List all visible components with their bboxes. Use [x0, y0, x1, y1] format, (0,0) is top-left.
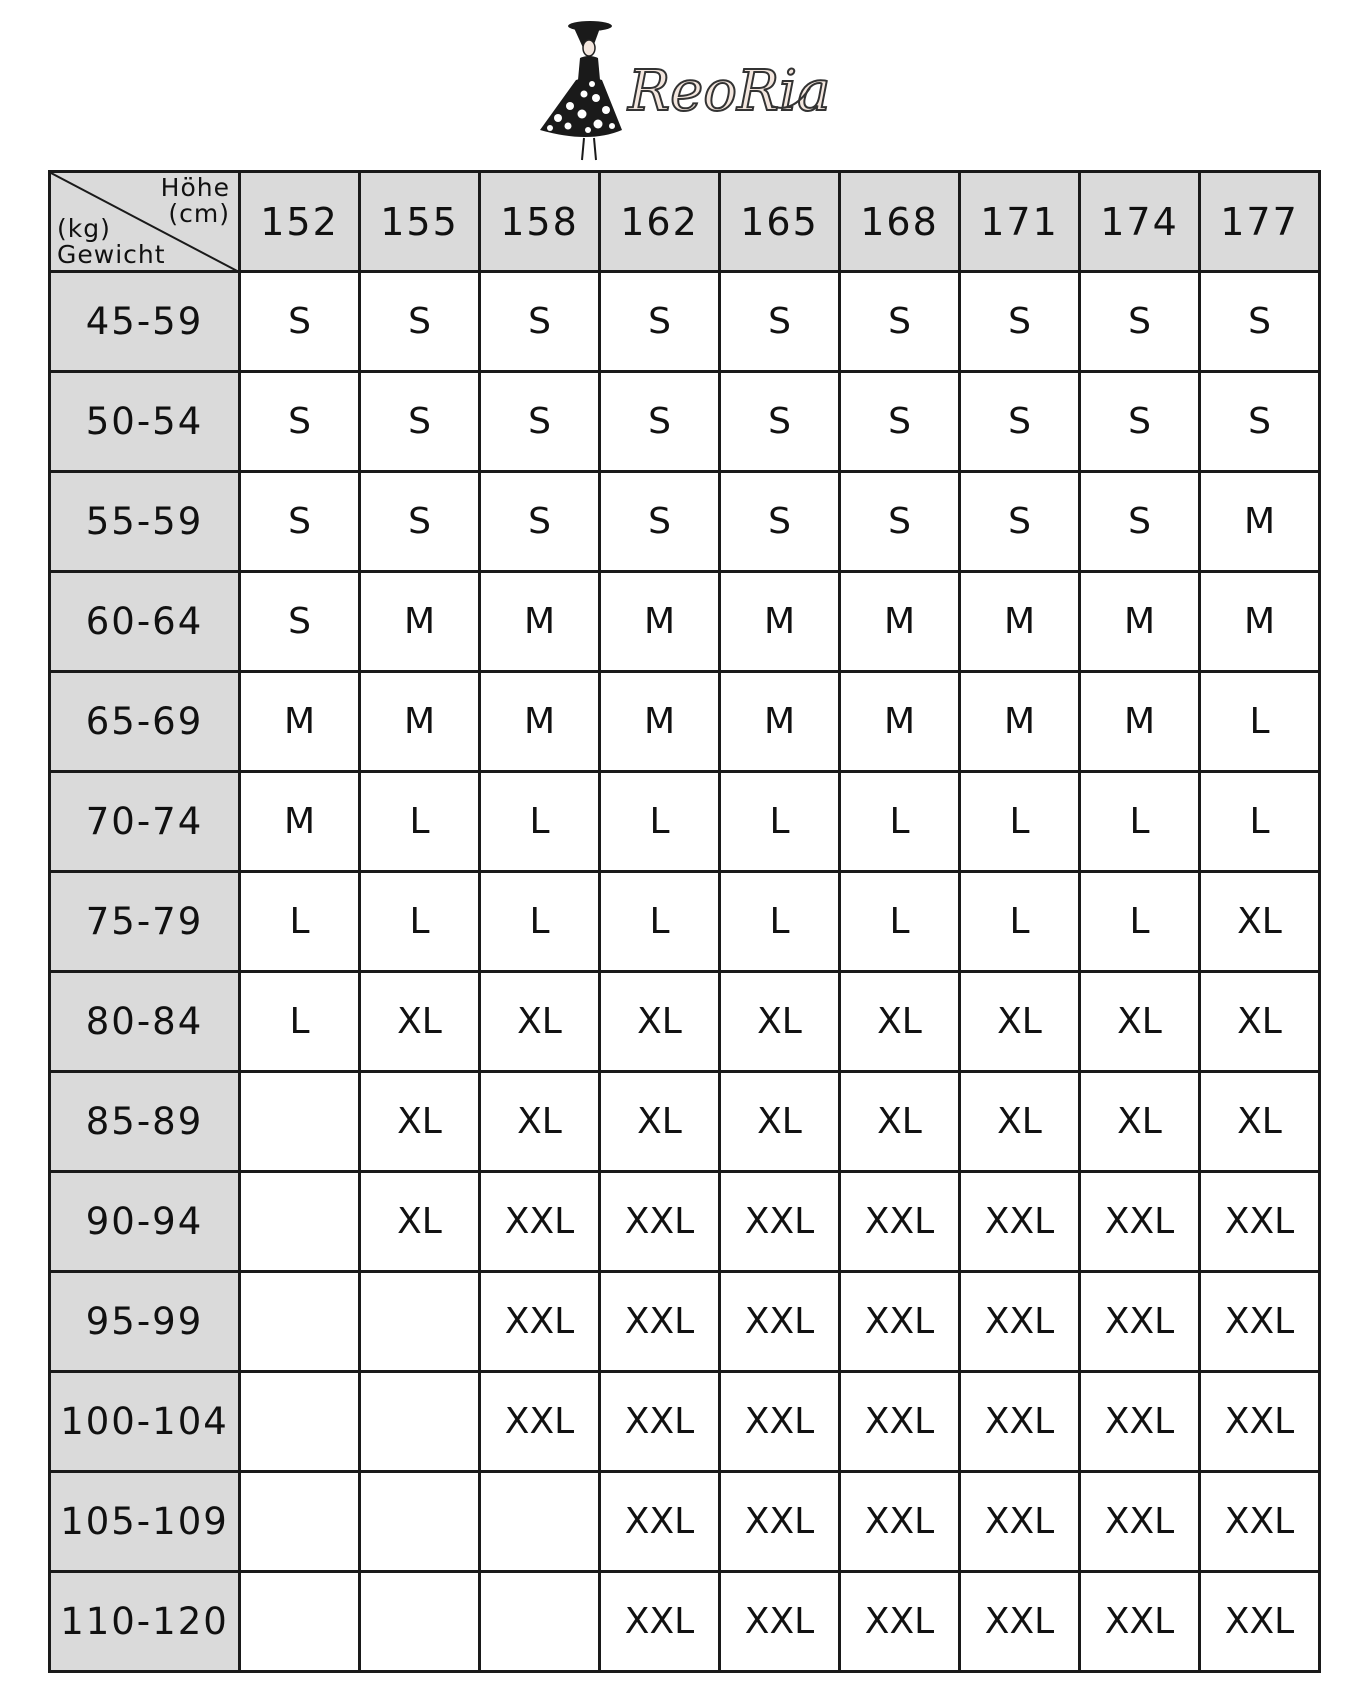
size-cell: S: [840, 372, 960, 472]
size-cell: L: [1200, 772, 1320, 872]
size-cell: XL: [360, 1072, 480, 1172]
height-header-cell: 174: [1080, 172, 1200, 272]
weight-range-cell: 65-69: [50, 672, 240, 772]
size-cell: L: [1200, 672, 1320, 772]
size-cell: XXL: [720, 1172, 840, 1272]
size-cell: [240, 1272, 360, 1372]
table-row: [50, 672, 1320, 772]
size-cell: XXL: [840, 1272, 960, 1372]
weight-range-cell: 105-109: [50, 1472, 240, 1572]
table-row: [50, 272, 1320, 372]
size-cell: [480, 1472, 600, 1572]
dress-logo-icon: [540, 18, 840, 163]
size-cell: XXL: [840, 1172, 960, 1272]
table-row: [50, 772, 1320, 872]
size-cell: XXL: [1080, 1172, 1200, 1272]
size-cell: S: [480, 472, 600, 572]
size-cell: XXL: [1200, 1472, 1320, 1572]
size-cell: XL: [1080, 972, 1200, 1072]
size-cell: XL: [1200, 872, 1320, 972]
height-header-cell: 177: [1200, 172, 1320, 272]
size-cell: [240, 1472, 360, 1572]
size-cell: XXL: [720, 1472, 840, 1572]
size-cell: M: [960, 672, 1080, 772]
size-cell: XL: [960, 972, 1080, 1072]
size-cell: S: [360, 272, 480, 372]
size-cell: XXL: [1080, 1372, 1200, 1472]
size-cell: L: [240, 972, 360, 1072]
size-cell: M: [1200, 472, 1320, 572]
table-row: [50, 1372, 1320, 1472]
size-cell: S: [960, 472, 1080, 572]
weight-range-cell: 50-54: [50, 372, 240, 472]
weight-range-cell: 55-59: [50, 472, 240, 572]
height-header-cell: 165: [720, 172, 840, 272]
size-cell: S: [600, 372, 720, 472]
weight-range-cell: 80-84: [50, 972, 240, 1072]
size-cell: M: [360, 672, 480, 772]
table-row: [50, 1272, 1320, 1372]
size-cell: XXL: [720, 1272, 840, 1372]
size-cell: [240, 1572, 360, 1672]
size-cell: S: [600, 272, 720, 372]
size-cell: S: [360, 472, 480, 572]
size-cell: S: [1080, 372, 1200, 472]
size-cell: XXL: [840, 1472, 960, 1572]
size-cell: L: [840, 772, 960, 872]
size-cell: XXL: [480, 1272, 600, 1372]
size-cell: XXL: [960, 1572, 1080, 1672]
size-cell: S: [960, 372, 1080, 472]
weight-range-cell: 100-104: [50, 1372, 240, 1472]
size-cell: XL: [960, 1072, 1080, 1172]
size-cell: M: [600, 572, 720, 672]
weight-range-cell: 95-99: [50, 1272, 240, 1372]
size-cell: XXL: [840, 1372, 960, 1472]
table-row: [50, 1072, 1320, 1172]
size-cell: XL: [1200, 1072, 1320, 1172]
size-cell: XXL: [600, 1472, 720, 1572]
weight-range-cell: 70-74: [50, 772, 240, 872]
size-chart-table: [48, 170, 1321, 1673]
size-chart-body: [50, 272, 1320, 1672]
size-cell: S: [240, 272, 360, 372]
height-header-cell: 155: [360, 172, 480, 272]
size-cell: XL: [1080, 1072, 1200, 1172]
size-cell: L: [360, 872, 480, 972]
size-cell: XXL: [1200, 1172, 1320, 1272]
size-cell: XXL: [960, 1272, 1080, 1372]
size-cell: XXL: [720, 1572, 840, 1672]
weight-range-cell: 75-79: [50, 872, 240, 972]
size-cell: XXL: [1080, 1472, 1200, 1572]
weight-range-cell: 110-120: [50, 1572, 240, 1672]
size-cell: XL: [720, 972, 840, 1072]
weight-range-cell: 90-94: [50, 1172, 240, 1272]
height-header-row: [50, 172, 1320, 272]
table-row: [50, 372, 1320, 472]
size-cell: S: [840, 272, 960, 372]
size-cell: XL: [480, 972, 600, 1072]
size-cell: XXL: [1200, 1372, 1320, 1472]
size-cell: [360, 1472, 480, 1572]
size-cell: XXL: [720, 1372, 840, 1472]
size-cell: XL: [1200, 972, 1320, 1072]
size-cell: [240, 1372, 360, 1472]
size-cell: M: [480, 672, 600, 772]
size-cell: XXL: [1200, 1572, 1320, 1672]
size-cell: XL: [720, 1072, 840, 1172]
size-cell: [480, 1572, 600, 1672]
size-cell: XL: [360, 972, 480, 1072]
size-cell: XXL: [960, 1172, 1080, 1272]
table-row: [50, 872, 1320, 972]
size-cell: S: [840, 472, 960, 572]
size-cell: XXL: [1080, 1272, 1200, 1372]
size-cell: XXL: [480, 1172, 600, 1272]
size-cell: L: [840, 872, 960, 972]
size-cell: S: [480, 372, 600, 472]
weight-range-cell: 60-64: [50, 572, 240, 672]
size-cell: L: [1080, 872, 1200, 972]
size-cell: M: [240, 672, 360, 772]
size-cell: XXL: [480, 1372, 600, 1472]
size-cell: L: [960, 872, 1080, 972]
size-cell: XL: [840, 972, 960, 1072]
weight-range-cell: 85-89: [50, 1072, 240, 1172]
table-row: [50, 472, 1320, 572]
table-row: [50, 572, 1320, 672]
size-cell: [240, 1072, 360, 1172]
size-cell: S: [720, 472, 840, 572]
size-cell: L: [1080, 772, 1200, 872]
size-cell: [240, 1172, 360, 1272]
size-cell: XL: [480, 1072, 600, 1172]
size-cell: S: [240, 372, 360, 472]
height-header-cell: 171: [960, 172, 1080, 272]
size-cell: L: [720, 872, 840, 972]
size-cell: XL: [600, 972, 720, 1072]
size-cell: L: [240, 872, 360, 972]
size-cell: XXL: [600, 1572, 720, 1672]
corner-cell: [50, 172, 240, 272]
size-cell: M: [360, 572, 480, 672]
size-cell: L: [600, 772, 720, 872]
table-row: [50, 1572, 1320, 1672]
size-cell: M: [240, 772, 360, 872]
size-cell: M: [840, 672, 960, 772]
size-cell: XXL: [960, 1472, 1080, 1572]
size-cell: XXL: [600, 1272, 720, 1372]
size-cell: S: [1200, 372, 1320, 472]
size-cell: M: [480, 572, 600, 672]
size-cell: XXL: [600, 1172, 720, 1272]
size-cell: M: [1200, 572, 1320, 672]
size-cell: [360, 1372, 480, 1472]
height-header-cell: 162: [600, 172, 720, 272]
size-cell: M: [720, 572, 840, 672]
size-cell: [360, 1572, 480, 1672]
size-cell: M: [840, 572, 960, 672]
size-cell: M: [600, 672, 720, 772]
weight-axis-label: (kg) Gewicht: [57, 214, 166, 269]
size-cell: XXL: [960, 1372, 1080, 1472]
table-row: [50, 1472, 1320, 1572]
size-cell: S: [360, 372, 480, 472]
size-cell: XL: [840, 1072, 960, 1172]
size-cell: M: [720, 672, 840, 772]
size-cell: L: [960, 772, 1080, 872]
size-cell: S: [720, 272, 840, 372]
height-header-cell: 152: [240, 172, 360, 272]
size-cell: M: [1080, 572, 1200, 672]
size-cell: L: [600, 872, 720, 972]
size-cell: M: [960, 572, 1080, 672]
size-cell: S: [1200, 272, 1320, 372]
size-cell: L: [360, 772, 480, 872]
svg-text:ReoRia: ReoRia: [628, 59, 831, 124]
size-cell: M: [1080, 672, 1200, 772]
size-cell: S: [240, 572, 360, 672]
size-cell: XXL: [1200, 1272, 1320, 1372]
size-cell: L: [720, 772, 840, 872]
brand-logo: [540, 18, 840, 163]
size-cell: S: [480, 272, 600, 372]
size-cell: XL: [600, 1072, 720, 1172]
weight-range-cell: 45-59: [50, 272, 240, 372]
size-cell: XL: [360, 1172, 480, 1272]
height-header-cell: 168: [840, 172, 960, 272]
size-cell: S: [1080, 472, 1200, 572]
height-header-cell: 158: [480, 172, 600, 272]
size-cell: L: [480, 772, 600, 872]
table-row: [50, 972, 1320, 1072]
size-cell: [360, 1272, 480, 1372]
height-axis-label: Höhe (cm): [160, 173, 230, 228]
size-cell: S: [240, 472, 360, 572]
size-cell: XXL: [1080, 1572, 1200, 1672]
size-cell: S: [720, 372, 840, 472]
size-cell: L: [480, 872, 600, 972]
size-cell: XXL: [600, 1372, 720, 1472]
table-row: [50, 1172, 1320, 1272]
size-cell: S: [1080, 272, 1200, 372]
size-cell: S: [960, 272, 1080, 372]
size-cell: XXL: [840, 1572, 960, 1672]
size-cell: S: [600, 472, 720, 572]
